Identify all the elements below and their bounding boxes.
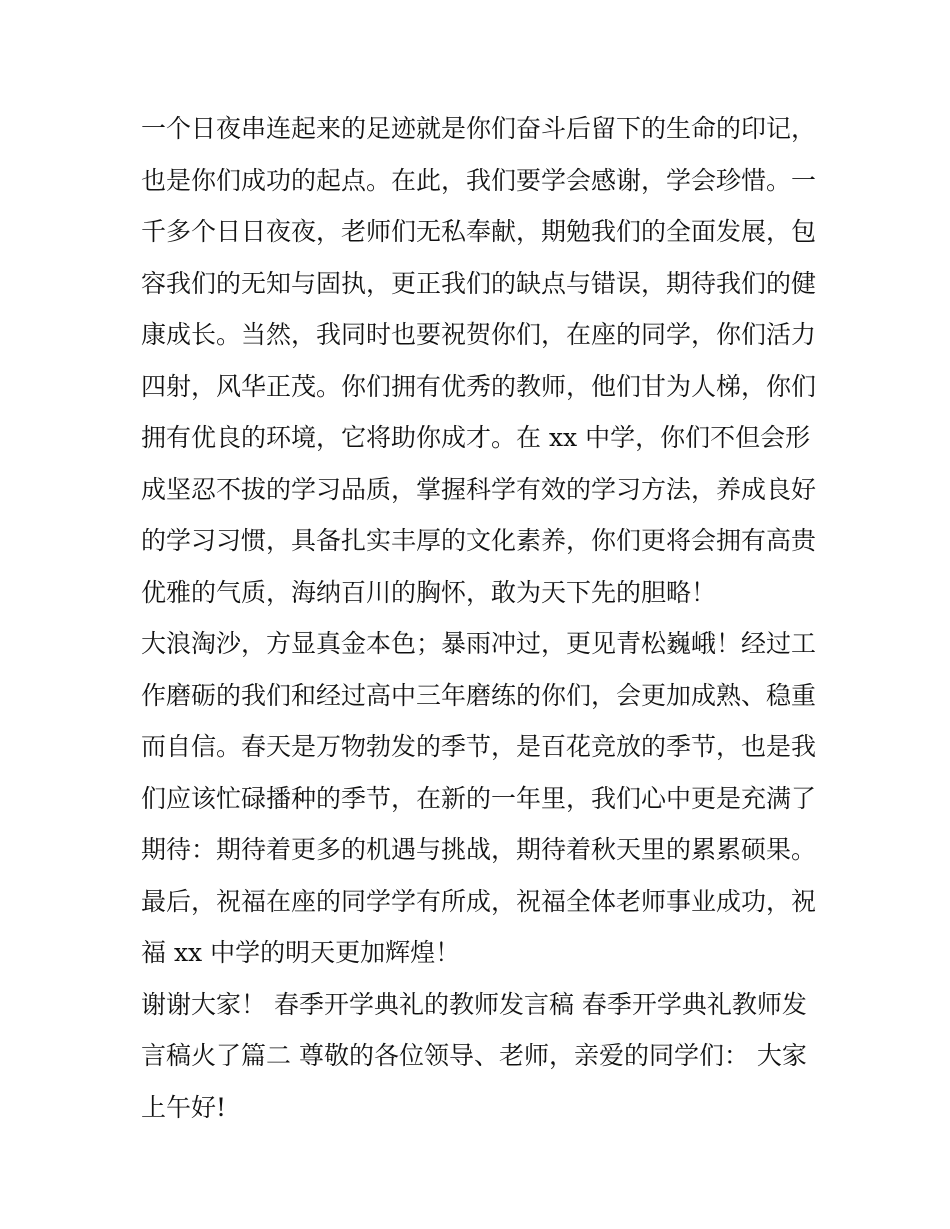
text-line: 福 xx 中学的明天更加辉煌！: [141, 938, 461, 967]
text-line: 期待：期待着更多的机遇与挑战，期待着秋天里的累累硕果。: [141, 835, 817, 864]
text-line: 千多个日日夜夜，老师们无私奉献，期勉我们的全面发展，包: [141, 217, 817, 246]
text-line: 作磨砺的我们和经过高中三年磨练的你们，会更加成熟、稳重: [141, 680, 817, 710]
speech-text: [141, 103, 821, 1133]
text-line: 康成长。当然，我同时也要祝贺你们，在座的同学，你们活力: [141, 320, 817, 349]
text-line: 容我们的无知与固执，更正我们的缺点与错误，期待我们的健: [141, 268, 817, 298]
text-line: 一个日夜串连起来的足迹就是你们奋斗后留下的生命的印记，: [141, 114, 817, 143]
text-line: 优雅的气质，海纳百川的胸怀，敢为天下先的胆略！: [141, 577, 717, 607]
text-line: 而自信。春天是万物勃发的季节，是百花竞放的季节，也是我: [141, 732, 817, 761]
text-line: 言稿火了篇二 尊敬的各位领导、老师，亲爱的同学们： 大家: [141, 1041, 807, 1070]
text-line: 上午好!: [141, 1092, 227, 1122]
text-line: 也是你们成功的起点。在此，我们要学会感谢，学会珍惜。一: [141, 165, 817, 195]
text-line: 谢谢大家！ 春季开学典礼的教师发言稿 春季开学典礼教师发: [141, 989, 807, 1019]
text-line: 拥有优良的环境，它将助你成才。在 xx 中学，你们不但会形: [141, 423, 811, 452]
text-line: 的学习习惯，具备扎实丰厚的文化素养，你们更将会拥有高贵: [141, 526, 817, 555]
text-line: 大浪淘沙，方显真金本色；暴雨冲过，更见青松巍峨！经过工: [141, 629, 817, 658]
text-line: 最后，祝福在座的同学学有所成，祝福全体老师事业成功，祝: [141, 886, 817, 916]
text-line: 们应该忙碌播种的季节，在新的一年里，我们心中更是充满了: [141, 783, 817, 813]
text-line: 四射，风华正茂。你们拥有优秀的教师，他们甘为人梯，你们: [141, 371, 817, 401]
text-line: 成坚忍不拔的学习品质，掌握科学有效的学习方法，养成良好: [141, 474, 817, 504]
